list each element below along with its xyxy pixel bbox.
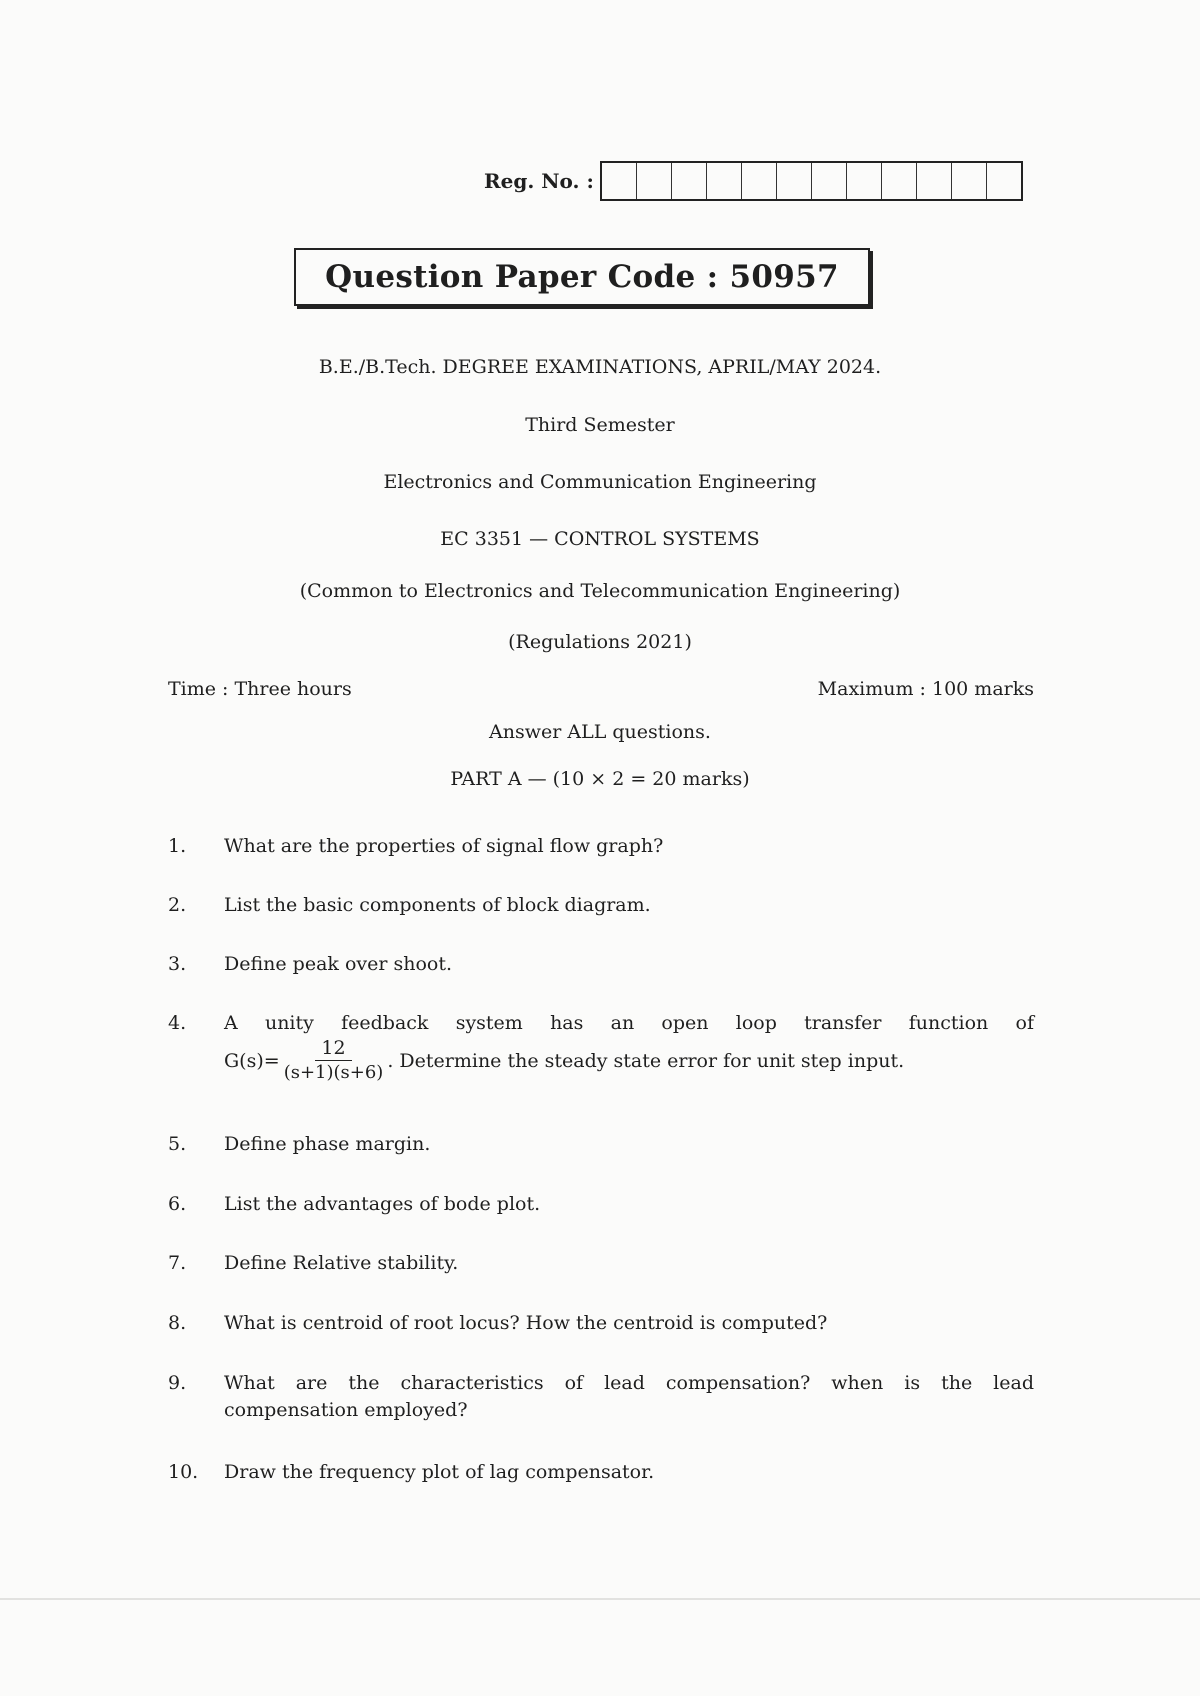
question-text: What are the properties of signal flow graph? bbox=[224, 835, 664, 857]
reg-no-digit-box bbox=[602, 163, 637, 199]
time-allowed: Time : Three hours bbox=[168, 678, 352, 700]
part-a-heading: PART A — (10 × 2 = 20 marks) bbox=[450, 768, 750, 790]
reg-no-digit-box bbox=[777, 163, 812, 199]
question-text: List the basic components of block diagram. bbox=[224, 894, 651, 916]
degree-line: B.E./B.Tech. DEGREE EXAMINATIONS, APRIL/MAY 2024. bbox=[318, 356, 882, 378]
instruction: Answer ALL questions. bbox=[489, 721, 711, 743]
semester: Third Semester bbox=[525, 414, 675, 436]
reg-no-boxes bbox=[600, 161, 1023, 201]
transfer-function-fraction bbox=[284, 1036, 384, 1085]
reg-no-digit-box bbox=[847, 163, 882, 199]
question-paper-code: Question Paper Code : 50957 bbox=[294, 248, 870, 306]
question-number: 5. bbox=[168, 1133, 187, 1155]
reg-no bbox=[484, 162, 1023, 200]
reg-no-digit-box bbox=[742, 163, 777, 199]
page-bottom-edge bbox=[0, 1598, 1200, 1600]
question-number: 9. bbox=[168, 1372, 187, 1394]
question-text: Draw the frequency plot of lag compensator. bbox=[224, 1461, 655, 1483]
reg-no-digit-box bbox=[637, 163, 672, 199]
question-number: 4. bbox=[168, 1012, 187, 1034]
formula-lhs: G(s)= bbox=[224, 1049, 280, 1072]
question-number: 1. bbox=[168, 835, 187, 857]
fraction-denominator: (s+1)(s+6) bbox=[283, 1062, 384, 1083]
course-title: EC 3351 — CONTROL SYSTEMS bbox=[440, 528, 760, 550]
reg-no-digit-box bbox=[812, 163, 847, 199]
question-text: A unity feedback system has an open loop transfer function of bbox=[224, 1012, 1034, 1034]
question-number: 6. bbox=[168, 1193, 187, 1215]
question-text-continued: compensation employed? bbox=[224, 1399, 468, 1421]
question-text: Define peak over shoot. bbox=[224, 953, 453, 975]
reg-no-digit-box bbox=[882, 163, 917, 199]
regulations: (Regulations 2021) bbox=[508, 631, 692, 653]
question-number: 10. bbox=[168, 1461, 199, 1483]
question-number: 8. bbox=[168, 1312, 187, 1334]
question-number: 7. bbox=[168, 1252, 187, 1274]
common-to: (Common to Electronics and Telecommunication Engineering) bbox=[299, 580, 901, 602]
question-number: 2. bbox=[168, 894, 187, 916]
reg-no-digit-box bbox=[707, 163, 742, 199]
question-text: Define phase margin. bbox=[224, 1133, 431, 1155]
reg-no-digit-box bbox=[987, 163, 1021, 199]
question-text: What are the characteristics of lead compensation? when is the lead bbox=[224, 1372, 1034, 1394]
reg-no-digit-box bbox=[952, 163, 987, 199]
maximum-marks: Maximum : 100 marks bbox=[817, 678, 1034, 700]
transfer-function-line bbox=[224, 1036, 904, 1085]
question-text: What is centroid of root locus? How the centroid is computed? bbox=[224, 1312, 828, 1334]
reg-no-label: Reg. No. : bbox=[484, 169, 594, 193]
department: Electronics and Communication Engineering bbox=[383, 471, 817, 493]
question-number: 3. bbox=[168, 953, 187, 975]
fraction-numerator: 12 bbox=[315, 1036, 351, 1061]
reg-no-digit-box bbox=[672, 163, 707, 199]
time-marks-row bbox=[168, 678, 1034, 700]
question-4-continuation: . Determine the steady state error for unit step input. bbox=[387, 1049, 905, 1072]
question-text: List the advantages of bode plot. bbox=[224, 1193, 541, 1215]
reg-no-digit-box bbox=[917, 163, 952, 199]
question-text: Define Relative stability. bbox=[224, 1252, 459, 1274]
